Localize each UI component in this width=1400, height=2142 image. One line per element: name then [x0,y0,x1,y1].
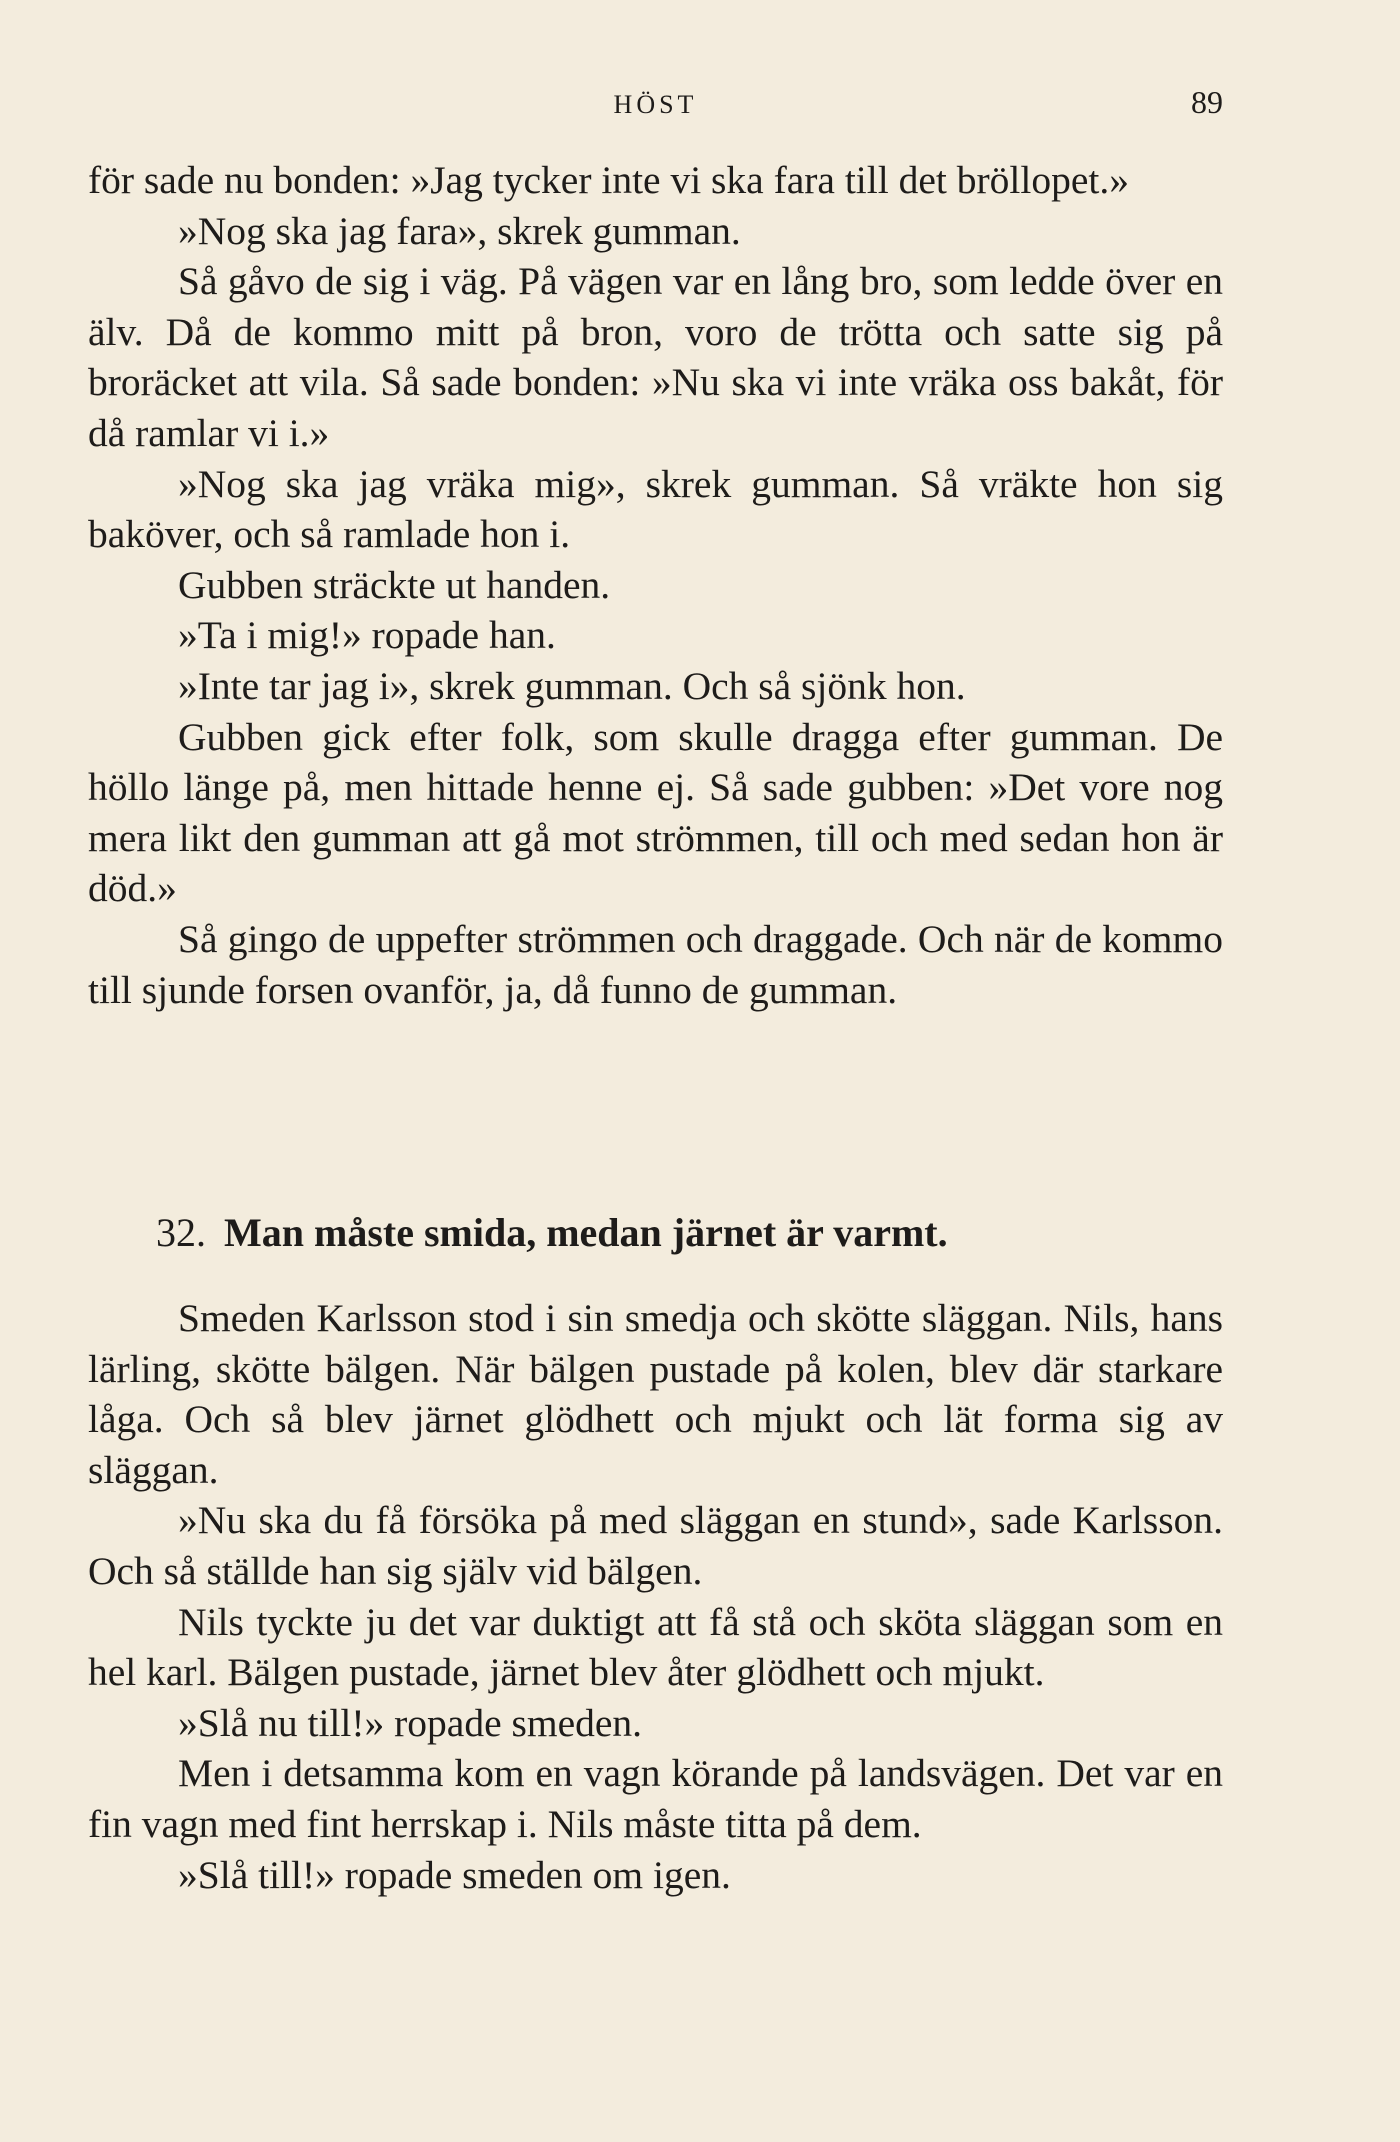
paragraph: Smeden Karlsson stod i sin smedja och skötte släggan. Nils, hans lärling, skötte bälgen. När bälgen pustade på kolen, blev där starkare låga. Och så blev järnet glödhett och mjukt och lät forma sig av släggan. [88,1296,1223,1492]
section-heading [88,1208,1223,1258]
paragraph: »Nog ska jag vräka mig», skrek gumman. Så vräkte hon sig baköver, och så ramlade hon i. [88,461,1223,557]
paragraph: »Ta i mig!» ropade han. [178,613,556,658]
running-head-title: HÖST [613,90,698,119]
book-page [88,0,1223,2142]
paragraph: Gubben gick efter folk, som skulle dragga efter gumman. De höllo länge på, men hittade henne ej. Så sade gubben: »Det vore nog mera likt den gumman att gå mot strömmen, till och med sedan hon är död.» [88,714,1223,911]
paragraph: Så gåvo de sig i väg. På vägen var en lång bro, som ledde över en älv. Då de kommo mitt på bron, voro de trötta och satte sig på broräcket att vila. Så sade bonden: »Nu ska vi inte vräka oss bakåt, för då ramlar vi i.» [88,259,1223,455]
paragraph: för sade nu bonden: »Jag tycker inte vi ska fara till det bröllopet.» [88,158,1129,202]
paragraph: »Nu ska du få försöka på med släggan en stund», sade Karlsson. Och så ställde han sig själv vid bälgen. [88,1498,1223,1593]
section-title: Man måste smida, medan järnet är varmt. [224,1210,948,1255]
running-head [88,84,1223,124]
section-number: 32. [156,1210,206,1255]
paragraph: »Slå nu till!» ropade smeden. [178,1700,643,1745]
story-32-text [88,1293,1223,1900]
paragraph: Gubben sträckte ut handen. [178,562,611,607]
paragraph: Nils tyckte ju det var duktigt att få stå och sköta släggan som en hel karl. Bälgen pustade, järnet blev åter glödhett och mjukt. [88,1599,1223,1695]
paragraph: »Nog ska jag fara», skrek gumman. [178,208,741,253]
page-number: 89 [1191,84,1223,120]
paragraph: »Slå till!» ropade smeden om igen. [178,1852,731,1897]
paragraph: Men i detsamma kom en vagn körande på landsvägen. Det var en fin vagn med fint herrskap i. Nils måste titta på dem. [88,1751,1223,1846]
paragraph: Så gingo de uppefter strömmen och draggade. Och när de kommo till sjunde forsen ovanför, ja, då funno de gumman. [88,916,1223,1012]
story-31-ending [88,155,1223,1015]
paragraph: »Inte tar jag i», skrek gumman. Och så sjönk hon. [178,663,966,708]
